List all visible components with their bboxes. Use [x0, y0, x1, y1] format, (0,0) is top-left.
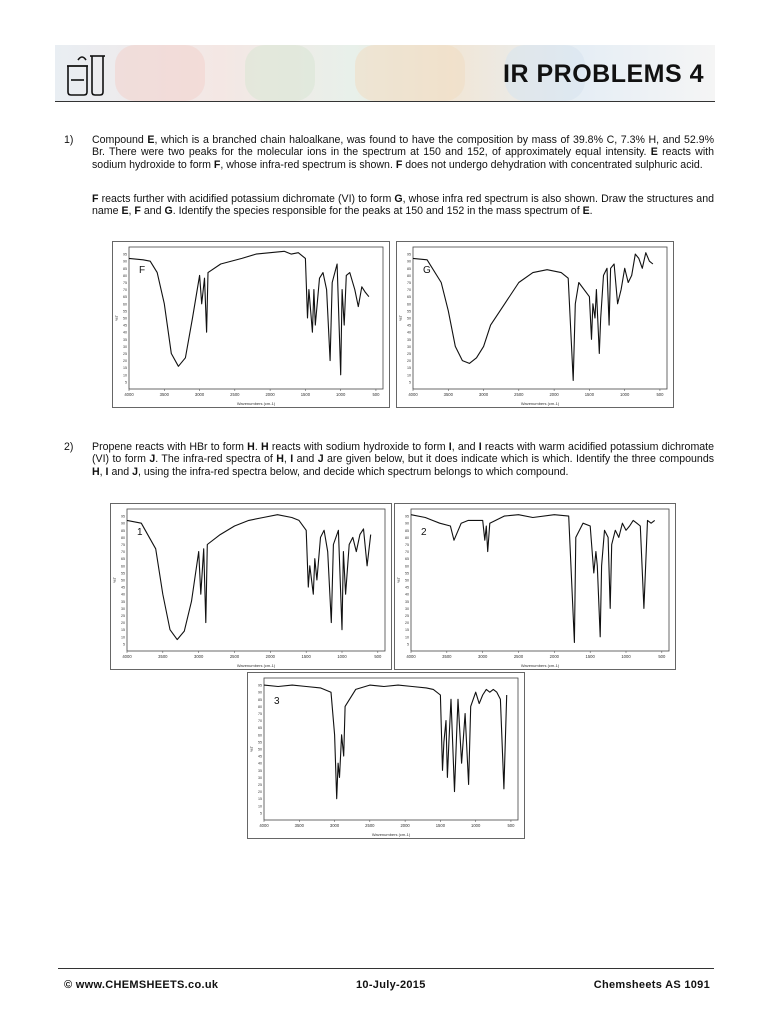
y-tick-label: 20: [407, 359, 411, 364]
y-tick-label: 70: [258, 719, 262, 724]
y-axis-label: %T: [249, 746, 254, 752]
x-tick-label: 500: [372, 392, 380, 397]
banner-decoration: [115, 45, 205, 101]
x-axis-label: Wavenumbers (cm-1): [371, 832, 411, 837]
y-tick-label: 5: [409, 380, 411, 385]
y-axis-label: %T: [112, 577, 117, 583]
y-tick-label: 90: [405, 521, 409, 526]
y-tick-label: 10: [123, 373, 127, 378]
x-tick-label: 3500: [159, 392, 169, 397]
y-tick-label: 60: [258, 733, 262, 738]
x-axis-label: Wavenumbers (cm-1): [236, 401, 276, 406]
x-tick-label: 1500: [435, 823, 446, 828]
y-tick-label: 65: [121, 557, 125, 562]
plot-frame: [411, 509, 669, 651]
footer-reference: Chemsheets AS 1091: [593, 979, 710, 991]
y-tick-label: 50: [405, 578, 409, 583]
y-tick-label: 30: [121, 606, 125, 611]
y-tick-label: 45: [407, 323, 411, 328]
y-tick-label: 75: [121, 543, 125, 547]
x-axis-label: Wavenumbers (cm-1): [520, 401, 560, 406]
y-tick-label: 95: [407, 252, 411, 257]
y-tick-label: 65: [405, 557, 409, 562]
y-tick-label: 85: [121, 528, 125, 533]
plot-frame: [264, 678, 518, 820]
x-tick-label: 1500: [584, 392, 595, 397]
y-tick-label: 40: [405, 592, 409, 597]
x-tick-label: 1000: [471, 823, 481, 828]
y-tick-label: 40: [123, 330, 127, 335]
y-tick-label: 25: [258, 783, 262, 787]
ir-spectrum-3: [247, 672, 525, 839]
y-tick-label: 30: [123, 344, 127, 349]
y-tick-label: 70: [123, 288, 127, 293]
y-tick-label: 35: [121, 599, 125, 604]
y-tick-label: 60: [121, 564, 125, 569]
spectrum-trace: [413, 253, 653, 381]
y-tick-label: 20: [121, 621, 125, 626]
x-tick-label: 1000: [336, 392, 346, 397]
y-tick-label: 95: [258, 683, 262, 688]
x-tick-label: 3500: [158, 654, 168, 659]
y-tick-label: 80: [258, 704, 262, 709]
y-tick-label: 55: [258, 740, 262, 745]
y-tick-label: 5: [407, 642, 409, 647]
y-tick-label: 55: [405, 571, 409, 576]
spectrum-label: 1: [137, 527, 143, 538]
y-tick-label: 15: [123, 366, 127, 371]
x-tick-label: 4000: [259, 823, 269, 828]
x-tick-label: 4000: [122, 654, 132, 659]
question-number: 2): [64, 441, 74, 453]
x-tick-label: 2000: [265, 654, 275, 659]
y-axis-label: %T: [114, 315, 119, 321]
x-tick-label: 1000: [621, 654, 631, 659]
y-tick-label: 15: [121, 628, 125, 633]
x-tick-label: 2000: [265, 392, 275, 397]
x-tick-label: 2500: [365, 823, 375, 828]
y-tick-label: 90: [258, 690, 262, 695]
y-tick-label: 50: [123, 316, 127, 321]
x-tick-label: 3000: [194, 654, 204, 659]
y-tick-label: 75: [258, 712, 262, 716]
ir-spectrum-G: [396, 241, 674, 408]
x-tick-label: 3000: [329, 823, 340, 828]
x-tick-label: 3500: [443, 392, 453, 397]
plot-frame: [413, 247, 667, 389]
y-tick-label: 85: [123, 266, 127, 271]
x-tick-label: 2500: [513, 654, 524, 659]
x-tick-label: 4000: [408, 392, 418, 397]
y-tick-label: 80: [121, 535, 125, 540]
x-tick-label: 4000: [124, 392, 134, 397]
x-tick-label: 3500: [442, 654, 452, 659]
y-tick-label: 20: [123, 359, 127, 364]
x-tick-label: 500: [658, 654, 666, 659]
x-tick-label: 2500: [230, 392, 240, 397]
y-tick-label: 65: [407, 295, 411, 300]
y-tick-label: 95: [123, 252, 127, 257]
x-tick-label: 1000: [337, 654, 347, 659]
y-tick-label: 25: [121, 614, 125, 618]
y-tick-label: 35: [258, 768, 262, 773]
y-tick-label: 45: [121, 585, 125, 590]
question-1-paragraph-1: Compound E, which is a branched chain haloalkane, was found to have the composition by mass of 39.8% C, 7.3% H, and 52.9% Br. There were two peaks for the molecular ions in the spectrum at 150 and 152, of approximately equal intensity. E reacts with sodium hydroxide to form F, whose infra-red spectrum is shown. F does not undergo dehydration with concentrated sulphuric acid.: [92, 134, 715, 171]
y-tick-label: 80: [123, 273, 127, 278]
y-tick-label: 20: [405, 621, 409, 626]
y-tick-label: 55: [407, 309, 411, 314]
y-tick-label: 45: [123, 323, 127, 328]
y-tick-label: 75: [407, 281, 411, 285]
y-tick-label: 10: [405, 635, 409, 640]
x-tick-label: 2000: [400, 823, 410, 828]
y-tick-label: 75: [405, 543, 409, 547]
question-2-paragraph: Propene reacts with HBr to form H. H reacts with sodium hydroxide to form I, and I reacts with warm acidified potassium dichromate (VI) to form J. The infra-red spectra of H, I and J are given below, but it does indicate which is which. Identify the three compounds H, I and J, using the infra-red spectra below, and decide which spectrum belongs to which compound.: [92, 441, 715, 478]
y-tick-label: 65: [123, 295, 127, 300]
y-tick-label: 70: [121, 550, 125, 555]
y-tick-label: 55: [121, 571, 125, 576]
x-tick-label: 3500: [294, 823, 304, 828]
x-tick-label: 1500: [300, 392, 311, 397]
spectrum-label: F: [139, 265, 146, 276]
y-tick-label: 65: [258, 726, 262, 731]
y-tick-label: 35: [123, 337, 127, 342]
y-tick-label: 40: [258, 761, 262, 766]
y-tick-label: 15: [258, 797, 262, 802]
y-tick-label: 30: [405, 606, 409, 611]
y-tick-label: 60: [405, 564, 409, 569]
y-tick-label: 70: [407, 288, 411, 293]
x-tick-label: 3000: [478, 392, 489, 397]
y-tick-label: 90: [123, 259, 127, 264]
x-tick-label: 3000: [194, 392, 205, 397]
spectrum-label: 3: [274, 696, 280, 707]
y-tick-label: 80: [407, 273, 411, 278]
y-tick-label: 40: [121, 592, 125, 597]
footer-copyright: © www.CHEMSHEETS.co.uk: [64, 979, 219, 991]
y-tick-label: 5: [260, 811, 262, 816]
y-tick-label: 50: [407, 316, 411, 321]
x-tick-label: 1000: [620, 392, 630, 397]
y-tick-label: 85: [258, 697, 262, 702]
y-axis-label: %T: [396, 577, 401, 583]
y-tick-label: 10: [121, 635, 125, 640]
y-tick-label: 30: [407, 344, 411, 349]
y-tick-label: 80: [405, 535, 409, 540]
y-tick-label: 10: [258, 804, 262, 809]
y-tick-label: 50: [121, 578, 125, 583]
y-tick-label: 5: [125, 380, 127, 385]
x-tick-label: 1500: [301, 654, 311, 659]
y-tick-label: 15: [407, 366, 411, 371]
x-axis-label: Wavenumbers (cm-1): [520, 663, 560, 668]
y-tick-label: 75: [123, 281, 127, 285]
y-tick-label: 30: [258, 775, 262, 780]
y-tick-label: 45: [258, 754, 262, 759]
x-tick-label: 500: [374, 654, 382, 659]
footer-date: 10-July-2015: [356, 979, 426, 991]
y-axis-label: %T: [398, 315, 403, 321]
y-tick-label: 35: [405, 599, 409, 604]
ir-spectrum-1: [110, 503, 392, 670]
y-tick-label: 60: [123, 302, 127, 307]
x-tick-label: 2000: [549, 654, 559, 659]
y-tick-label: 35: [407, 337, 411, 342]
y-tick-label: 25: [405, 614, 409, 618]
y-tick-label: 85: [407, 266, 411, 271]
y-tick-label: 70: [405, 550, 409, 555]
x-tick-label: 3000: [478, 654, 488, 659]
ir-spectrum-2: [394, 503, 676, 670]
x-tick-label: 2500: [229, 654, 240, 659]
y-tick-label: 95: [121, 514, 125, 519]
page-title: IR PROBLEMS 4: [503, 60, 704, 88]
x-tick-label: 2000: [549, 392, 559, 397]
x-tick-label: 500: [656, 392, 664, 397]
spectrum-label: 2: [421, 527, 427, 538]
spectrum-label: G: [423, 265, 431, 276]
y-tick-label: 90: [407, 259, 411, 264]
spectrum-trace: [264, 685, 507, 799]
y-tick-label: 5: [123, 642, 125, 647]
x-tick-label: 500: [507, 823, 515, 828]
footer-divider: [58, 968, 714, 969]
glassware-logo-icon: [64, 52, 112, 98]
ir-spectrum-F: [112, 241, 390, 408]
y-tick-label: 20: [258, 790, 262, 795]
banner-decoration: [245, 45, 315, 101]
x-axis-label: Wavenumbers (cm-1): [236, 663, 276, 668]
y-tick-label: 90: [121, 521, 125, 526]
x-tick-label: 2500: [514, 392, 524, 397]
y-tick-label: 50: [258, 747, 262, 752]
x-tick-label: 1500: [585, 654, 595, 659]
spectrum-trace: [127, 515, 371, 640]
banner-decoration: [355, 45, 465, 101]
y-tick-label: 25: [123, 352, 127, 356]
y-tick-label: 95: [405, 514, 409, 519]
y-tick-label: 55: [123, 309, 127, 314]
spectrum-trace: [411, 515, 655, 643]
y-tick-label: 85: [405, 528, 409, 533]
question-1-paragraph-2: F reacts further with acidified potassium dichromate (VI) to form G, whose infra red spectrum is also shown. Draw the structures and name E, F and G. Identify the species responsible for the peaks at 150 and 152 in the mass spectrum of E.: [92, 193, 714, 218]
y-tick-label: 45: [405, 585, 409, 590]
x-tick-label: 4000: [406, 654, 416, 659]
question-number: 1): [64, 134, 74, 146]
y-tick-label: 25: [407, 352, 411, 356]
y-tick-label: 60: [407, 302, 411, 307]
y-tick-label: 10: [407, 373, 411, 378]
y-tick-label: 15: [405, 628, 409, 633]
y-tick-label: 40: [407, 330, 411, 335]
spectrum-trace: [129, 251, 369, 374]
